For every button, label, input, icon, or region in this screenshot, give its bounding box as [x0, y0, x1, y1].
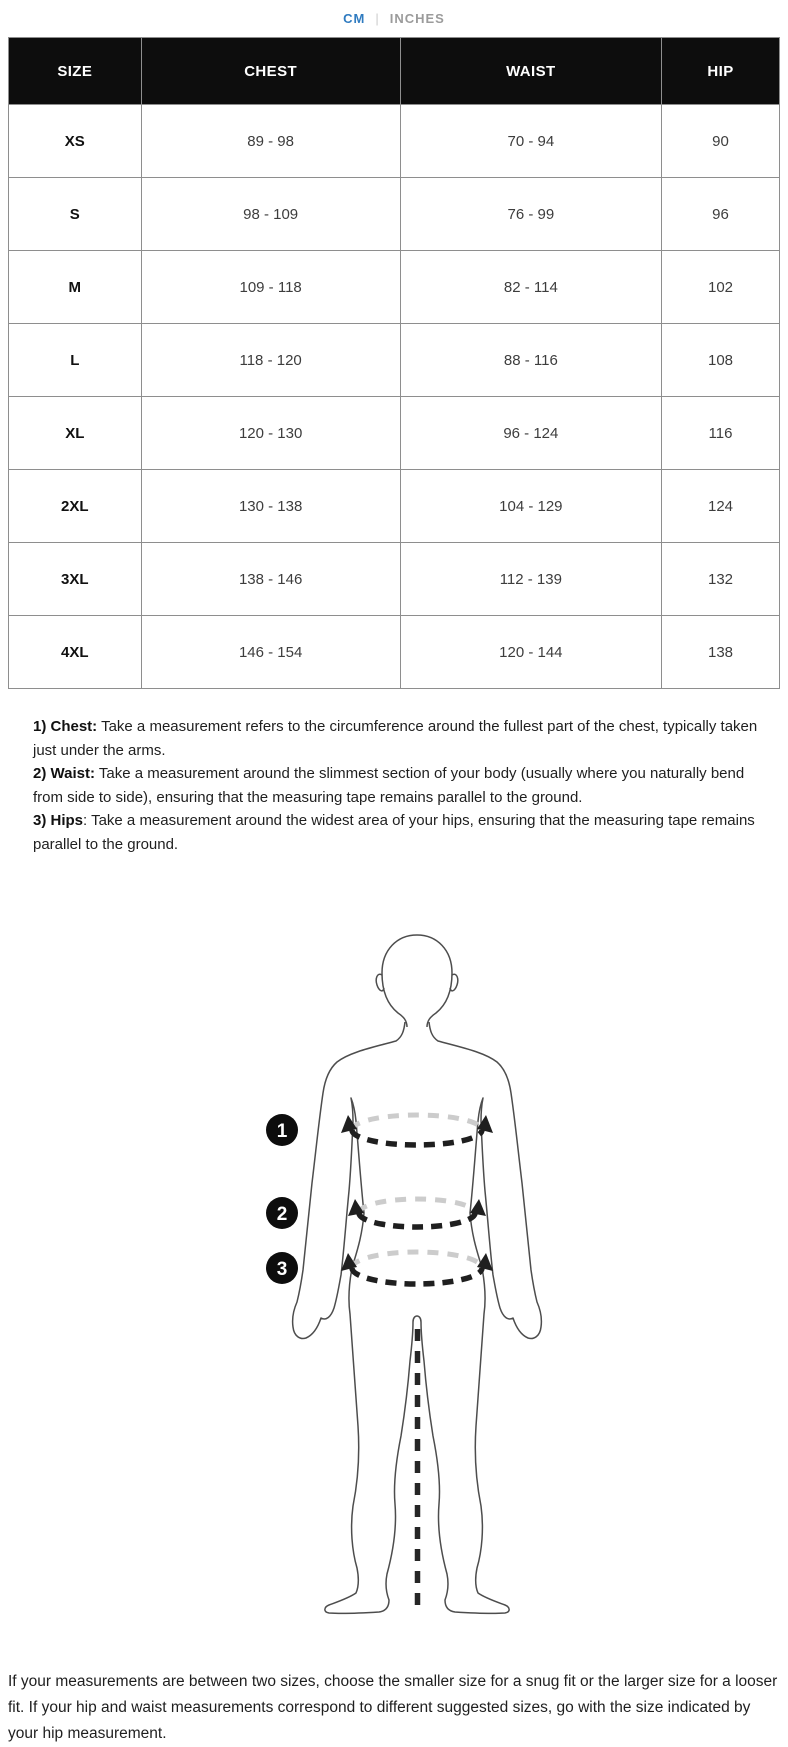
chest-value: 138 - 146 — [141, 543, 400, 616]
column-header-hip: HIP — [662, 38, 780, 105]
head-outline — [382, 935, 452, 1027]
hip-value: 116 — [662, 397, 780, 470]
size-label: 2XL — [9, 470, 142, 543]
size-label: XL — [9, 397, 142, 470]
table-row — [9, 397, 780, 470]
chest-value: 120 - 130 — [141, 397, 400, 470]
hip-value: 108 — [662, 324, 780, 397]
size-label: S — [9, 178, 142, 251]
waist-value: 112 - 139 — [400, 543, 661, 616]
table-row — [9, 251, 780, 324]
size-table — [8, 37, 780, 689]
hip-value: 138 — [662, 616, 780, 689]
fit-advice-note: If your measurements are between two sizes, choose the smaller size for a snug fit or the larger size for a looser fit. If your hip and waist measurements correspond to different suggested sizes, go with the size indicated by your hip measurement. — [8, 1673, 778, 1742]
waist-value: 104 - 129 — [400, 470, 661, 543]
waist-value: 82 - 114 — [400, 251, 661, 324]
note-chest: 1) Chest: Take a measurement refers to the circumference around the fullest part of the chest, typically taken just under the arms. — [33, 718, 758, 759]
table-row — [9, 324, 780, 397]
unit-inches-button[interactable]: INCHES — [389, 11, 445, 26]
chest-value: 109 - 118 — [141, 251, 400, 324]
note-waist-label: 2) Waist: — [33, 765, 95, 782]
table-row — [9, 470, 780, 543]
marker-2-badge — [266, 1197, 298, 1229]
table-row — [9, 178, 780, 251]
chest-value: 118 - 120 — [141, 324, 400, 397]
marker-3-badge — [266, 1252, 298, 1284]
note-waist: 2) Waist: Take a measurement around the slimmest section of your body (usually where you naturally bend from side to side), ensuring that the measuring tape remains parallel to the ground. — [33, 765, 745, 806]
note-chest-label: 1) Chest: — [33, 718, 98, 735]
body-diagram-section — [0, 857, 788, 1647]
size-label: M — [9, 251, 142, 324]
column-header-size: SIZE — [9, 38, 142, 105]
hip-value: 102 — [662, 251, 780, 324]
size-label: 3XL — [9, 543, 142, 616]
marker-2-number: 2 — [276, 1204, 288, 1225]
chest-value: 98 - 109 — [141, 178, 400, 251]
unit-toggle-separator: | — [375, 11, 380, 26]
note-hips: 3) Hips: Take a measurement around the widest area of your hips, ensuring that the measuring tape remains parallel to the ground. — [33, 812, 755, 853]
chest-value: 130 - 138 — [141, 470, 400, 543]
note-hips-label: 3) Hips — [33, 812, 84, 829]
size-label: 4XL — [9, 616, 142, 689]
size-label: XS — [9, 105, 142, 178]
size-table-container — [8, 37, 780, 689]
table-row — [9, 616, 780, 689]
body-diagram — [0, 857, 788, 1647]
unit-cm-button[interactable]: CM — [343, 11, 366, 26]
column-header-waist: WAIST — [400, 38, 661, 105]
table-row — [9, 543, 780, 616]
waist-value: 96 - 124 — [400, 397, 661, 470]
waist-value: 120 - 144 — [400, 616, 661, 689]
table-row — [9, 105, 780, 178]
hip-value: 132 — [662, 543, 780, 616]
hip-value: 96 — [662, 178, 780, 251]
marker-1-badge — [266, 1114, 298, 1146]
table-header-row — [9, 38, 780, 105]
marker-1-number: 1 — [276, 1121, 288, 1142]
body-outline — [293, 1022, 542, 1613]
chest-value: 89 - 98 — [141, 105, 400, 178]
hip-value: 124 — [662, 470, 780, 543]
unit-toggle — [0, 0, 788, 37]
hip-value: 90 — [662, 105, 780, 178]
chest-value: 146 - 154 — [141, 616, 400, 689]
waist-value: 70 - 94 — [400, 105, 661, 178]
measurement-notes — [33, 715, 776, 857]
size-label: L — [9, 324, 142, 397]
column-header-chest: CHEST — [141, 38, 400, 105]
marker-3-number: 3 — [276, 1259, 288, 1280]
waist-value: 88 - 116 — [400, 324, 661, 397]
waist-value: 76 - 99 — [400, 178, 661, 251]
waist-arrow-right — [470, 1199, 486, 1216]
